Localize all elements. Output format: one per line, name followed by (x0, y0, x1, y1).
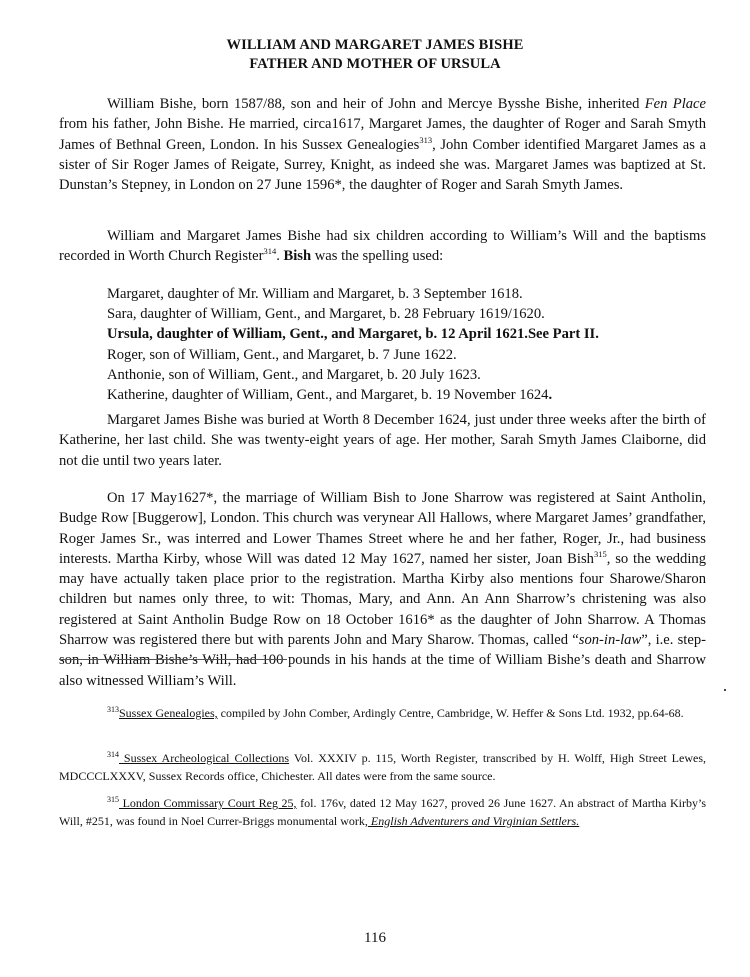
footnote-315-mark: 315 (107, 795, 119, 804)
child-roger: Roger, son of William, Gent., and Margaret, b. 7 June 1622. (107, 346, 457, 363)
paragraph-4-text-c: ”, i.e. step-son, in William Bishe’s Will, had 100 pounds in his hands at the time of William Bishe’s death and Sharrow also witnessed William’s Will. (59, 632, 706, 689)
child-ursula: Ursula, daughter of William, Gent., and Margaret, b. 12 April 1621.See Part II. (107, 326, 599, 343)
page-title-line-2: FATHER AND MOTHER OF URSULA (249, 56, 501, 72)
footnote-314 (59, 750, 706, 785)
footnote-315 (59, 795, 706, 830)
footnote-313-title[interactable]: Sussex Genealogies, (119, 706, 218, 720)
footnote-315-text: fol. 176v, dated 12 May 1627, proved 26 June 1627. An abstract of Martha Kirby’s Will, #251, was found in Noel Currer-Briggs monumental work, (59, 796, 706, 828)
footnote-ref-314[interactable]: 314 (263, 246, 277, 257)
margin-dot (724, 689, 726, 691)
paragraph-4 (59, 488, 706, 691)
fen-place-italic: Fen Place (644, 96, 707, 112)
child-margaret: Margaret, daughter of Mr. William and Margaret, b. 3 September 1618. (107, 286, 523, 302)
footnote-ref-315[interactable]: 315 (593, 549, 607, 560)
paragraph-2-text-a: William and Margaret James Bishe had six children according to William’s Will and the baptisms recorded in Worth Church Register (59, 228, 706, 265)
footnote-313 (59, 705, 706, 723)
child-katherine-text: Katherine, daughter of William, Gent., and Margaret, b. 19 November 1624 (107, 387, 549, 404)
footnote-314-mark: 314 (107, 750, 119, 759)
footnote-313-mark: 313 (107, 705, 119, 714)
footnote-separator (59, 659, 287, 660)
paragraph-2-text-b: . (276, 248, 284, 265)
child-katherine-period: . (548, 387, 553, 404)
paragraph-2-text-c: was the spelling used: (311, 248, 444, 265)
child-katherine (107, 385, 707, 405)
footnote-315-book-title[interactable]: English Adventurers and Virginian Settlers. (367, 813, 580, 828)
paragraph-4-text-a: On 17 May1627*, the marriage of William Bish to Jone Sharrow was registered at Saint Antholin, Budge Row [Buggerow], London. This church was verynear All Hallows, where Margaret James’ grandfather, Roger James Sr., was interred and Lower Thames Street where he and her father, Roger, Jr., had business interests. Martha Kirby, whose Will was dated 12 May 1627, named her sister, Joan Bish (59, 490, 706, 567)
paragraph-3 (59, 410, 706, 471)
paragraph-1 (59, 94, 706, 195)
paragraph-1-text-b: from his father, John Bishe. He married, circa1617, Margaret James, the daughter of Roger and Sarah Smyth James of Bethnal Green, London. In his Sussex Genealogies (59, 116, 706, 153)
paragraph-1-text-c: , John Comber identified Margaret James as a sister of Sir Roger James of Reigate, Surrey, Knight, as indeed she was. Margaret James was baptized at St. Dunstan’s Stepney, in London on 27 June 1596*, the daughter of Roger and Sarah Smyth James. (59, 136, 707, 194)
paragraph-3-text: Margaret James Bishe was buried at Worth 8 December 1624, just under three weeks after the birth of Katherine, her last child. She was twenty-eight years of age. Her mother, Sarah Smyth James Claiborne, did not die until two years later. (59, 412, 706, 469)
page-number: 116 (364, 930, 386, 946)
footnote-313-text: compiled by John Comber, Ardingly Centre, Cambridge, W. Heffer & Sons Ltd. 1932, pp.64-68. (217, 706, 684, 720)
bish-bold: Bish (283, 248, 312, 265)
paragraph-4-text-b: , so the wedding may have actually taken place prior to the registration. Martha Kirby also mentions four Sharowe/Sharon children but names only three, to wit: Thomas, Mary, and Ann. An Ann Sharrow’s christening was also registered at Saint Antholin Budge Row on 18 October 1616* as the daughter of John Sharrow. A Thomas Sharrow was registered there but with parents John and Mary Sharow. Thomas, called “ (59, 550, 706, 649)
page-title-line-1: WILLIAM AND MARGARET JAMES BISHE (226, 37, 524, 53)
paragraph-1-text-a: William Bishe, born 1587/88, son and heir of John and Mercye Bysshe Bishe, inherited (107, 96, 645, 112)
footnote-314-title[interactable]: Sussex Archeological Collections (119, 751, 290, 765)
paragraph-2 (59, 226, 706, 267)
footnote-ref-313[interactable]: 313 (419, 134, 433, 145)
children-list (107, 284, 707, 405)
footnote-314-text: Vol. XXXIV p. 115, Worth Register, transcribed by H. Wolff, High Street Lewes, MDCCCLXXXV, Sussex Records office, Chichester. All dates were from the same source. (59, 751, 706, 783)
footnote-315-title[interactable]: London Commissary Court Reg 25, (119, 796, 297, 810)
child-anthonie: Anthonie, son of William, Gent., and Margaret, b. 20 July 1623. (107, 366, 481, 383)
son-in-law-italic: son-in-law (578, 632, 642, 649)
child-sara: Sara, daughter of William, Gent., and Margaret, b. 28 February 1619/1620. (107, 306, 545, 323)
